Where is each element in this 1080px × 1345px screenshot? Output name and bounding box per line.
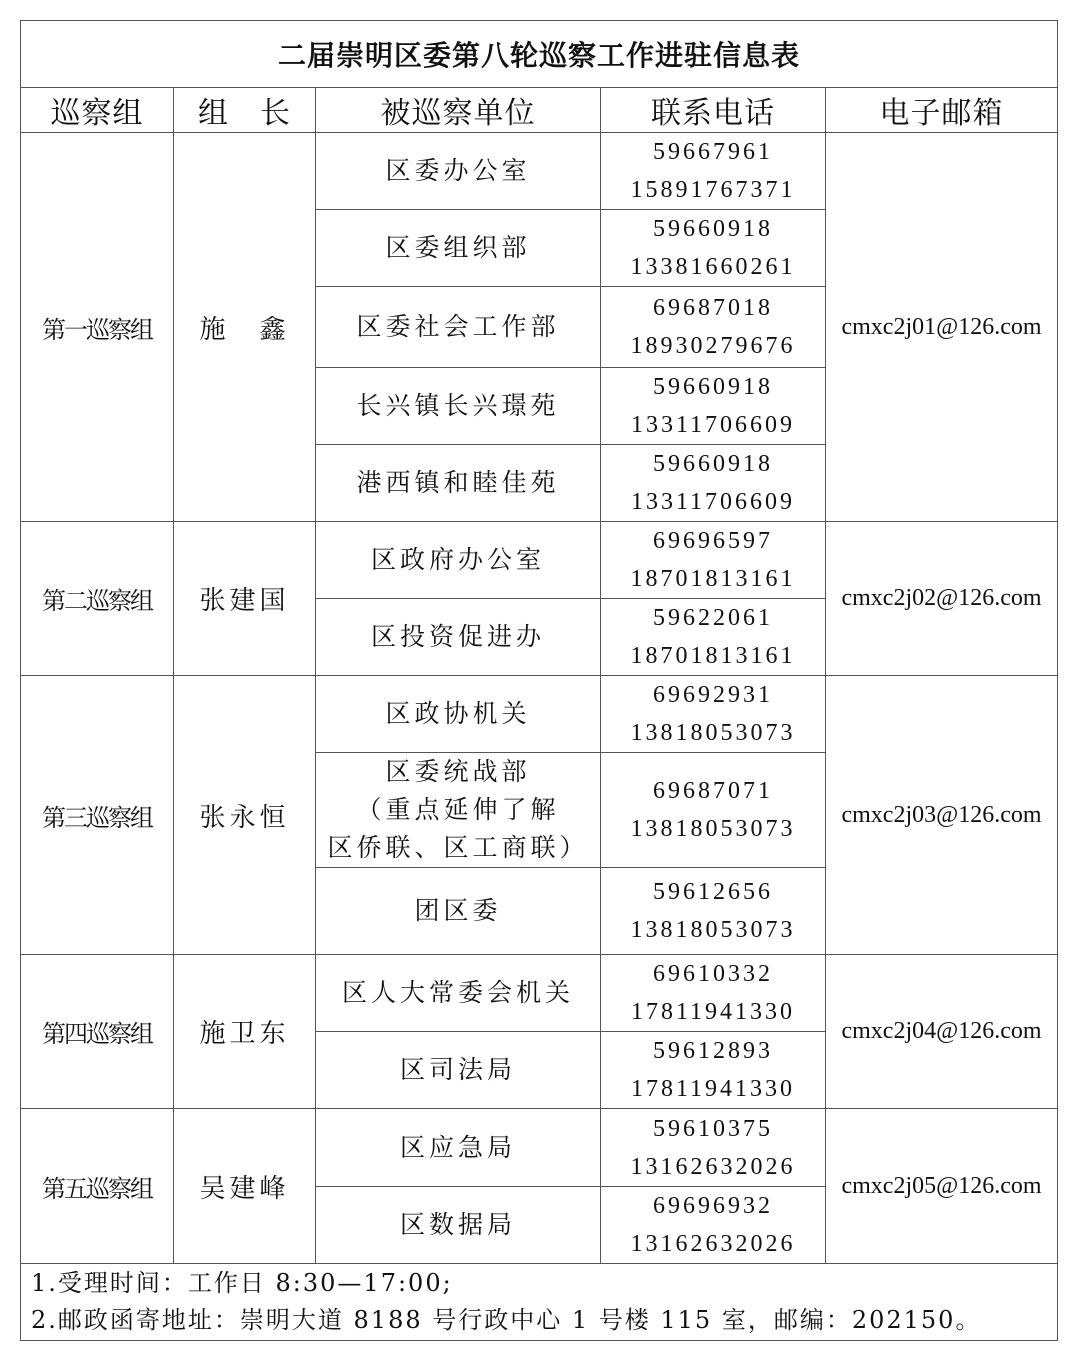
group-email: cmxc2j05@126.com <box>826 1109 1058 1264</box>
unit-line: 港西镇和睦佳苑 <box>356 468 560 497</box>
header-email: 电子邮箱 <box>826 88 1058 133</box>
phone-number: 59660918 <box>653 216 773 242</box>
group-email: cmxc2j03@126.com <box>826 676 1058 955</box>
unit-line: 区投资促进办 <box>370 622 545 651</box>
notes <box>21 1264 1058 1341</box>
unit-line: 区委社会工作部 <box>356 312 560 341</box>
phone-number: 18701813161 <box>630 643 796 669</box>
unit-line: 区司法局 <box>399 1055 516 1084</box>
phone-number: 59612656 <box>653 879 773 905</box>
inspected-unit <box>316 599 601 676</box>
phone-numbers <box>601 1109 826 1187</box>
phone-numbers <box>601 676 826 753</box>
table-title: 二届崇明区委第八轮巡察工作进驻信息表 <box>21 21 1058 88</box>
phone-number: 13311706609 <box>630 489 796 515</box>
phone-numbers <box>601 210 826 287</box>
unit-line: 区委办公室 <box>385 156 531 185</box>
group-email: cmxc2j01@126.com <box>826 133 1058 522</box>
group-leader: 吴建峰 <box>174 1109 316 1264</box>
inspected-unit <box>316 753 601 868</box>
header-leader: 组 长 <box>174 88 316 133</box>
phone-number: 59622061 <box>653 605 773 631</box>
group-name: 第四巡察组 <box>21 955 174 1109</box>
unit-line: 区侨联、区工商联） <box>327 833 589 862</box>
group-leader: 施 鑫 <box>174 133 316 522</box>
inspected-unit <box>316 676 601 753</box>
inspected-unit <box>316 287 601 368</box>
inspected-unit <box>316 445 601 522</box>
unit-line: 区政协机关 <box>385 699 531 728</box>
note-line: 2.邮政函寄地址：崇明大道 8188 号行政中心 1 号楼 115 室，邮编：202150。 <box>31 1306 982 1334</box>
inspected-unit <box>316 522 601 599</box>
phone-number: 69696932 <box>653 1193 773 1219</box>
phone-number: 69687018 <box>653 295 773 321</box>
group-leader: 张永恒 <box>174 676 316 955</box>
phone-numbers <box>601 868 826 955</box>
inspected-unit <box>316 868 601 955</box>
inspected-unit <box>316 1109 601 1187</box>
phone-numbers <box>601 133 826 210</box>
inspected-unit <box>316 210 601 287</box>
group-leader: 张建国 <box>174 522 316 676</box>
unit-line: 区委组织部 <box>385 233 531 262</box>
phone-number: 17811941330 <box>630 1076 796 1102</box>
note-line: 1.受理时间：工作日 8:30—17:00; <box>31 1269 453 1297</box>
phone-number: 13162632026 <box>630 1153 796 1180</box>
unit-line: 长兴镇长兴璟苑 <box>356 391 560 420</box>
phone-number: 13381660261 <box>630 254 796 280</box>
group-name: 第二巡察组 <box>21 522 174 676</box>
phone-number: 59667961 <box>653 139 773 165</box>
phone-numbers <box>601 599 826 676</box>
unit-line: 区应急局 <box>399 1132 516 1162</box>
unit-line: 区委统战部 <box>385 757 531 786</box>
inspected-unit <box>316 1032 601 1109</box>
phone-number: 69687071 <box>653 778 773 804</box>
unit-line: （重点延伸了解 <box>356 795 560 824</box>
unit-line: 区政府办公室 <box>370 545 545 574</box>
phone-number: 13311706609 <box>630 412 796 438</box>
phone-number: 59660918 <box>653 374 773 400</box>
phone-number: 69610332 <box>653 961 773 987</box>
unit-line: 区数据局 <box>399 1210 516 1239</box>
group-name: 第五巡察组 <box>21 1109 174 1264</box>
phone-number: 17811941330 <box>630 999 796 1025</box>
group-email: cmxc2j02@126.com <box>826 522 1058 676</box>
phone-number: 18701813161 <box>630 566 796 592</box>
phone-numbers <box>601 368 826 445</box>
phone-number: 13818053073 <box>630 816 796 842</box>
phone-number: 15891767371 <box>630 177 796 203</box>
group-name: 第一巡察组 <box>21 133 174 522</box>
phone-numbers <box>601 1032 826 1109</box>
phone-number: 59610375 <box>653 1115 773 1142</box>
table-row <box>21 955 1058 1032</box>
phone-numbers <box>601 753 826 868</box>
inspected-unit <box>316 133 601 210</box>
table-row <box>21 1109 1058 1187</box>
unit-line: 区人大常委会机关 <box>341 978 574 1007</box>
phone-numbers <box>601 287 826 368</box>
table-row <box>21 522 1058 599</box>
phone-number: 59612893 <box>653 1038 773 1064</box>
phone-number: 13818053073 <box>630 720 796 746</box>
inspection-info-table <box>20 20 1058 1341</box>
group-name: 第三巡察组 <box>21 676 174 955</box>
phone-number: 13818053073 <box>630 917 796 943</box>
phone-number: 59660918 <box>653 451 773 477</box>
table-row <box>21 133 1058 210</box>
inspected-unit <box>316 1187 601 1264</box>
phone-numbers <box>601 522 826 599</box>
inspected-unit <box>316 368 601 445</box>
phone-number: 13162632026 <box>630 1231 796 1257</box>
phone-numbers <box>601 445 826 522</box>
phone-number: 69696597 <box>653 528 773 554</box>
unit-line: 团区委 <box>414 896 502 925</box>
group-leader: 施卫东 <box>174 955 316 1109</box>
phone-number: 69692931 <box>653 682 773 708</box>
header-phone: 联系电话 <box>601 88 826 133</box>
table-row <box>21 676 1058 753</box>
phone-number: 18930279676 <box>630 333 796 359</box>
phone-numbers <box>601 955 826 1032</box>
header-row <box>21 88 1058 133</box>
header-unit: 被巡察单位 <box>316 88 601 133</box>
header-group: 巡察组 <box>21 88 174 133</box>
phone-numbers <box>601 1187 826 1264</box>
group-email: cmxc2j04@126.com <box>826 955 1058 1109</box>
inspected-unit <box>316 955 601 1032</box>
